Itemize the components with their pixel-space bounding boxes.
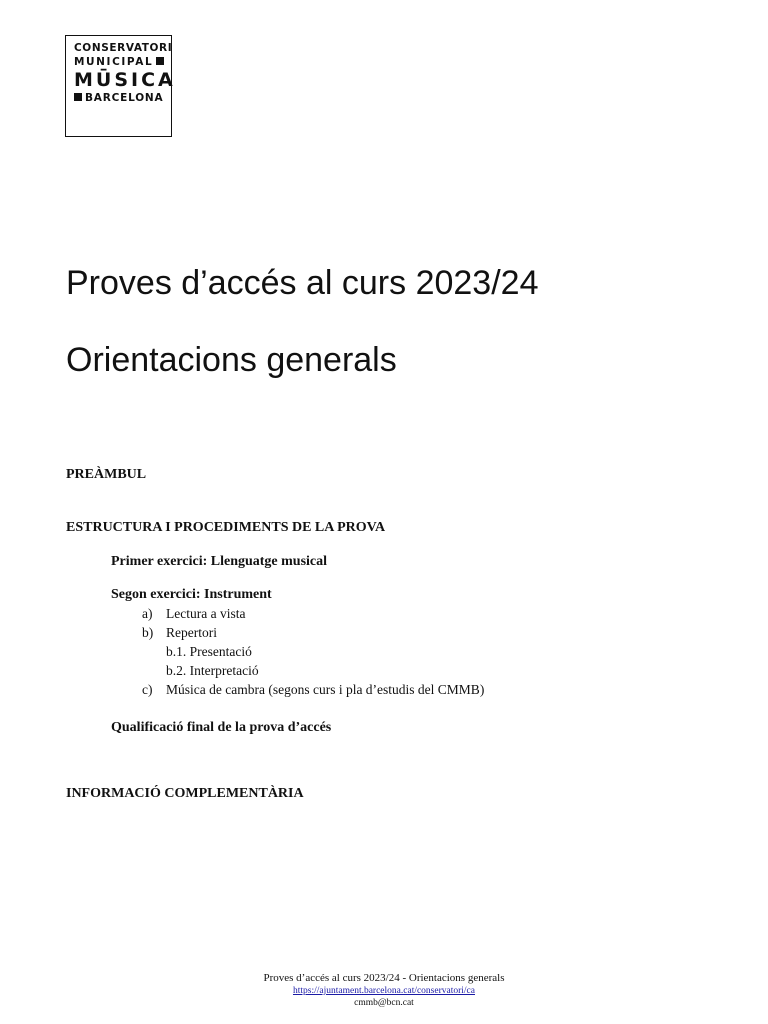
subheading-segon-exercici: Segon exercici: Instrument xyxy=(111,587,272,602)
list-item-musica-cambra xyxy=(142,682,484,698)
footer-email: cmmb@bcn.cat xyxy=(354,998,414,1008)
heading-preambul: PREÀMBUL xyxy=(66,467,147,482)
logo-text-barcelona: BARCELONA xyxy=(85,92,164,104)
logo-line-municipal xyxy=(74,56,164,68)
sublist-item-presentacio: b.1. Presentació xyxy=(166,644,252,659)
list-marker: c) xyxy=(142,682,153,697)
sublist-item-interpretacio: b.2. Interpretació xyxy=(166,663,259,678)
footer-title: Proves d’accés al curs 2023/24 - Orientacions generals xyxy=(263,972,505,984)
heading-estructura: ESTRUCTURA I PROCEDIMENTS DE LA PROVA xyxy=(66,520,386,535)
subheading-primer-exercici: Primer exercici: Llenguatge musical xyxy=(111,554,328,569)
list-label: Repertori xyxy=(166,625,217,640)
logo-line-musica: MŪSICA xyxy=(74,69,176,91)
logo-line-conservatori: CONSERVATORI xyxy=(74,42,173,54)
logo-square-icon xyxy=(74,93,82,101)
list-marker: b) xyxy=(142,625,154,640)
list-item-repertori xyxy=(142,625,217,641)
logo-line-barcelona xyxy=(74,92,163,104)
subheading-qualificacio: Qualificació final de la prova d’accés xyxy=(111,720,332,735)
document-subtitle: Orientacions generals xyxy=(66,341,397,379)
document-title: Proves d’accés al curs 2023/24 xyxy=(66,264,539,302)
logo-text-municipal: MUNICIPAL xyxy=(74,56,154,68)
list-label: Música de cambra (segons curs i pla d’estudis del CMMB) xyxy=(166,682,485,697)
footer-url-link[interactable]: https://ajuntament.barcelona.cat/conservatori/ca xyxy=(292,986,475,996)
list-marker: a) xyxy=(142,606,153,621)
conservatori-logo xyxy=(65,35,176,137)
heading-informacio: INFORMACIÓ COMPLEMENTÀRIA xyxy=(66,786,304,801)
list-item-lectura xyxy=(142,606,245,622)
list-label: Lectura a vista xyxy=(166,606,246,621)
logo-square-icon xyxy=(156,57,164,65)
